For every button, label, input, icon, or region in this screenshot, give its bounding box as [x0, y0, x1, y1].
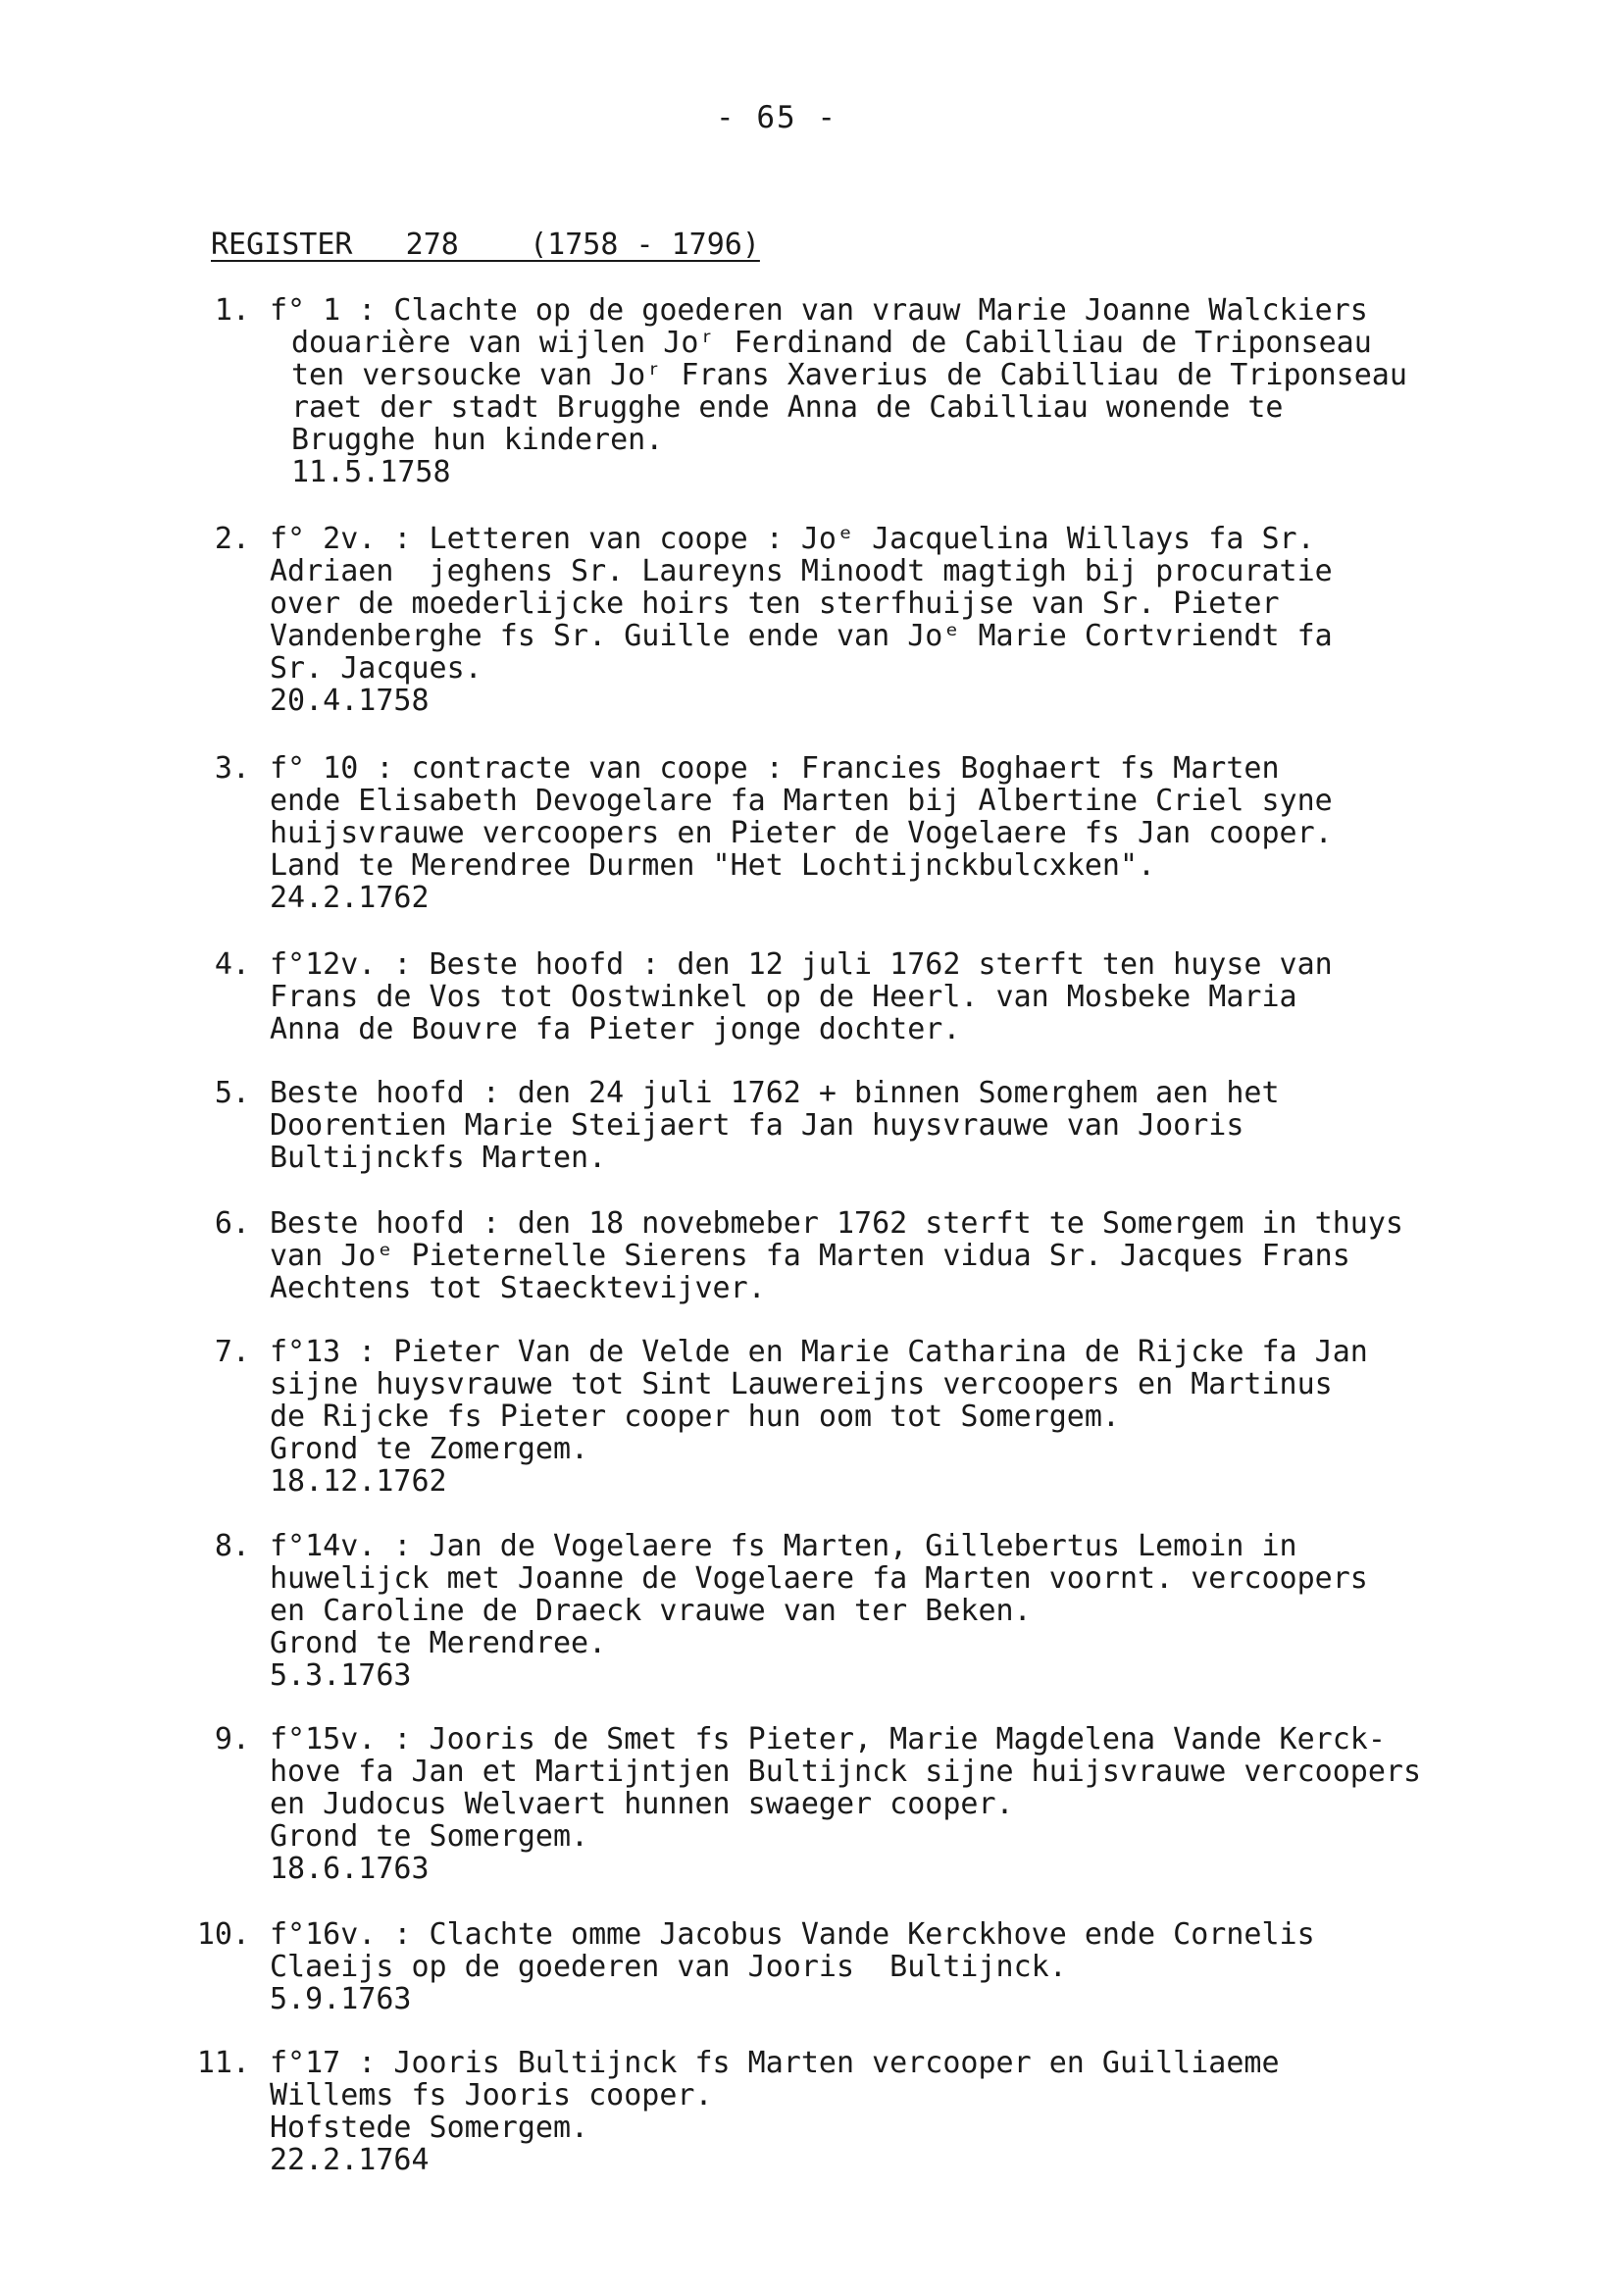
entry-line: Grond te Somergem. [270, 1819, 589, 1854]
entry-body [270, 1723, 1603, 1885]
entry-line: en Caroline de Draeck vrauwe van ter Beken. [270, 1594, 1032, 1628]
entry-number: 9. [214, 1722, 250, 1756]
entry-line: huijsvrauwe vercoopers en Pieter de Vogelaere fs Jan cooper. [270, 816, 1333, 850]
entry-number: 11. [196, 2046, 250, 2080]
entry-line: Aechtens tot Staecktevijver. [270, 1271, 766, 1305]
entry-line: f°16v. : Clachte omme Jacobus Vande Kerckhove ende Cornelis [270, 1917, 1315, 1952]
entry-number: 8. [214, 1529, 250, 1563]
register-title: REGISTER 278 (1758 - 1796) [211, 228, 760, 262]
entry-line: Adriaen jeghens Sr. Laureyns Minoodt magtigh bij procuratie [270, 554, 1333, 588]
entry-date: 18.12.1762 [270, 1464, 447, 1499]
entry-body [270, 294, 1603, 488]
entry-line: sijne huysvrauwe tot Sint Lauwereijns vercoopers en Martinus [270, 1367, 1333, 1401]
entry-line: f° 1 : Clachte op de goederen van vrauw Marie Joanne Walckiers [270, 293, 1368, 328]
entry-line: over de moederlijcke hoirs ten sterfhuijse van Sr. Pieter [270, 586, 1280, 621]
entry-date: 5.9.1763 [270, 1982, 412, 2016]
entry-line: ende Elisabeth Devogelare fa Marten bij Albertine Criel syne [270, 784, 1333, 818]
entry-line: f° 2v. : Letteren van coope : Joᵉ Jacquelina Willays fa Sr. [270, 522, 1315, 556]
entry-line: Grond te Zomergem. [270, 1432, 589, 1466]
entry-body [270, 1918, 1603, 2015]
entry-line: Brugghe hun kinderen. [291, 423, 664, 457]
entry-line: f°12v. : Beste hoofd : den 12 juli 1762 sterft ten huyse van [270, 947, 1333, 982]
entry-body [270, 948, 1603, 1045]
entry-number: 5. [214, 1076, 250, 1110]
entry-body [270, 1077, 1603, 1174]
entry-line: Beste hoofd : den 18 novebmeber 1762 sterft te Somergem in thuys [270, 1206, 1403, 1241]
entry-line: f°13 : Pieter Van de Velde en Marie Catharina de Rijcke fa Jan [270, 1335, 1368, 1369]
page-number: - 65 - [716, 100, 837, 135]
entry-body [270, 1336, 1603, 1498]
entry-number: 7. [214, 1335, 250, 1369]
entry-line: Hofstede Somergem. [270, 2111, 589, 2145]
entry-line: huwelijck met Joanne de Vogelaere fa Marten voornt. vercoopers [270, 1561, 1368, 1596]
entry-body [270, 1530, 1603, 1692]
entry-body [270, 2047, 1603, 2176]
entry-line: Bultijnckfs Marten. [270, 1141, 607, 1175]
entry-line: raet der stadt Brugghe ende Anna de Cabilliau wonende te [291, 390, 1284, 425]
entry-body [270, 1207, 1603, 1304]
entry-line: f°14v. : Jan de Vogelaere fs Marten, Gillebertus Lemoin in [270, 1529, 1297, 1563]
entry-line: douarière van wijlen Joʳ Ferdinand de Cabilliau de Triponseau [291, 326, 1372, 360]
entry-body [270, 523, 1603, 717]
entry-line: Willems fs Jooris cooper. [270, 2078, 713, 2113]
entry-line: f°15v. : Jooris de Smet fs Pieter, Marie Magdelena Vande Kerck- [270, 1722, 1386, 1756]
entry-date: 20.4.1758 [270, 684, 430, 718]
entry-line: Sr. Jacques. [270, 651, 482, 686]
entry-date: 11.5.1758 [291, 455, 451, 489]
entry-number: 2. [214, 522, 250, 556]
entry-line: f°17 : Jooris Bultijnck fs Marten vercooper en Guilliaeme [270, 2046, 1280, 2080]
entry-line: ten versoucke van Joʳ Frans Xaverius de Cabilliau de Triponseau [291, 358, 1407, 392]
entry-line: Frans de Vos tot Oostwinkel op de Heerl. van Mosbeke Maria [270, 980, 1297, 1014]
entry-date: 22.2.1764 [270, 2143, 430, 2177]
entry-body [270, 752, 1603, 914]
entry-line: en Judocus Welvaert hunnen swaeger cooper. [270, 1787, 1014, 1821]
entry-number: 4. [214, 947, 250, 982]
entry-number: 3. [214, 751, 250, 786]
entry-date: 18.6.1763 [270, 1852, 430, 1886]
entry-number: 6. [214, 1206, 250, 1241]
entry-date: 5.3.1763 [270, 1658, 412, 1693]
entry-line: Anna de Bouvre fa Pieter jonge dochter. [270, 1012, 961, 1046]
entry-line: Land te Merendree Durmen "Het Lochtijnckbulcxken". [270, 848, 1156, 883]
entry-line: Doorentien Marie Steijaert fa Jan huysvrauwe van Jooris [270, 1108, 1244, 1143]
entry-date: 24.2.1762 [270, 881, 430, 915]
entry-line: de Rijcke fs Pieter cooper hun oom tot Somergem. [270, 1400, 1120, 1434]
entry-line: Vandenberghe fs Sr. Guille ende van Joᵉ Marie Cortvriendt fa [270, 619, 1333, 653]
entry-line: Beste hoofd : den 24 juli 1762 + binnen Somerghem aen het [270, 1076, 1280, 1110]
entry-number: 10. [196, 1917, 250, 1952]
entry-line: hove fa Jan et Martijntjen Bultijnck sijne huijsvrauwe vercoopers [270, 1755, 1421, 1789]
entry-line: Grond te Merendree. [270, 1626, 607, 1660]
entry-number: 1. [214, 293, 250, 328]
entry-line: van Joᵉ Pieternelle Sierens fa Marten vidua Sr. Jacques Frans [270, 1239, 1350, 1273]
entry-line: f° 10 : contracte van coope : Francies Boghaert fs Marten [270, 751, 1280, 786]
entry-line: Claeijs op de goederen van Jooris Bultijnck. [270, 1950, 1067, 1984]
